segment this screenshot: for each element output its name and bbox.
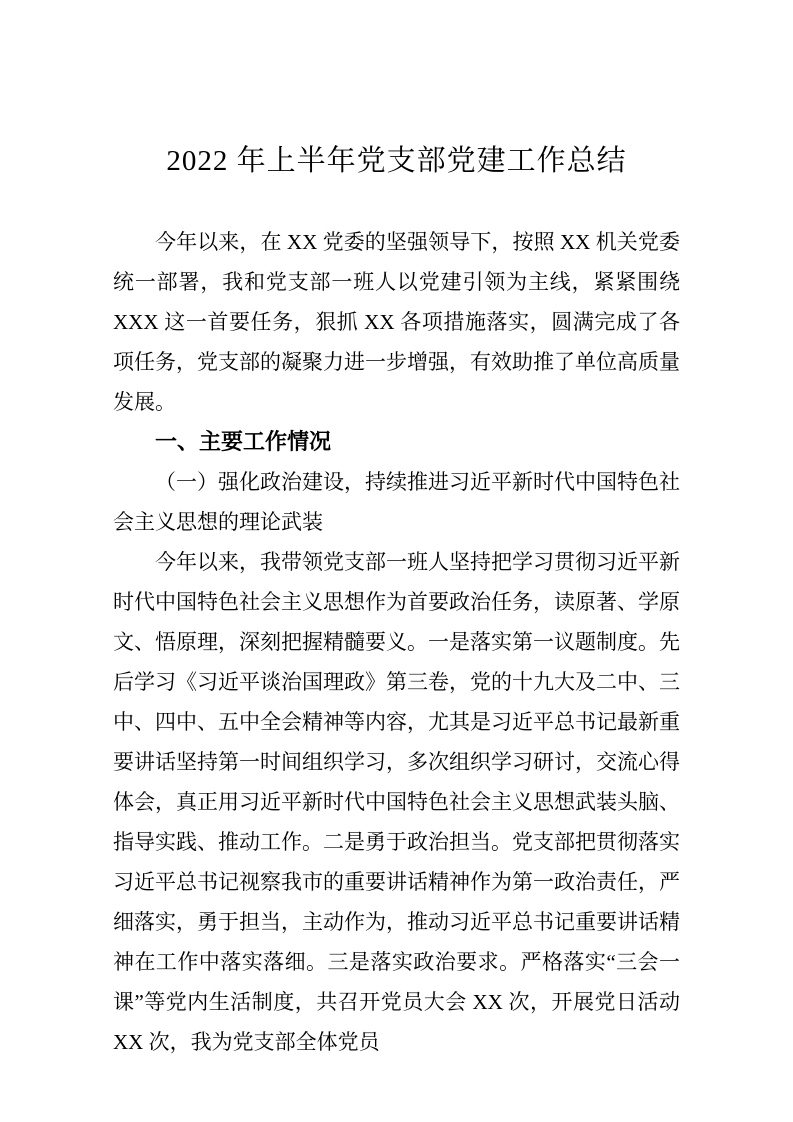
- document-title: 2022 年上半年党支部党建工作总结: [166, 145, 627, 177]
- intro-paragraph: 今年以来，在 XX 党委的坚强领导下，按照 XX 机关党委统一部署，我和党支部一班人以党建引领为主线，紧紧围绕 XXX 这一首要任务，狠抓 XX 各项措施落实，圆满完成了各项任务，党支部的凝聚力进一步增强，有效助推了单位高质量发展。: [113, 230, 680, 414]
- document-content: [113, 138, 680, 1062]
- subsection-heading-political-construction: （一）强化政治建设，持续推进习近平新时代中国特色社会主义思想的理论武装: [113, 470, 680, 534]
- body-paragraph-political-construction: 今年以来，我带领党支部一班人坚持把学习贯彻习近平新时代中国特色社会主义思想作为首要政治任务，读原著、学原文、悟原理，深刻把握精髓要义。一是落实第一议题制度。先后学习《习近平谈治国理政》第三卷，党的十九大及二中、三中、四中、五中全会精神等内容，尤其是习近平总书记最新重要讲话坚持第一时间组织学习，多次组织学习研讨，交流心得体会，真正用习近平新时代中国特色社会主义思想武装头脑、指导实践、推动工作。二是勇于政治担当。党支部把贯彻落实习近平总书记视察我市的重要讲话精神作为第一政治责任，严细落实，勇于担当，主动作为，推动习近平总书记重要讲话精神在工作中落实落细。三是落实政治要求。严格落实“三会一课”等党内生活制度，共召开党员大会 XX 次，开展党日活动 XX 次，我为党支部全体党员: [113, 550, 680, 1054]
- section-heading-main-work: 一、主要工作情况: [155, 429, 332, 454]
